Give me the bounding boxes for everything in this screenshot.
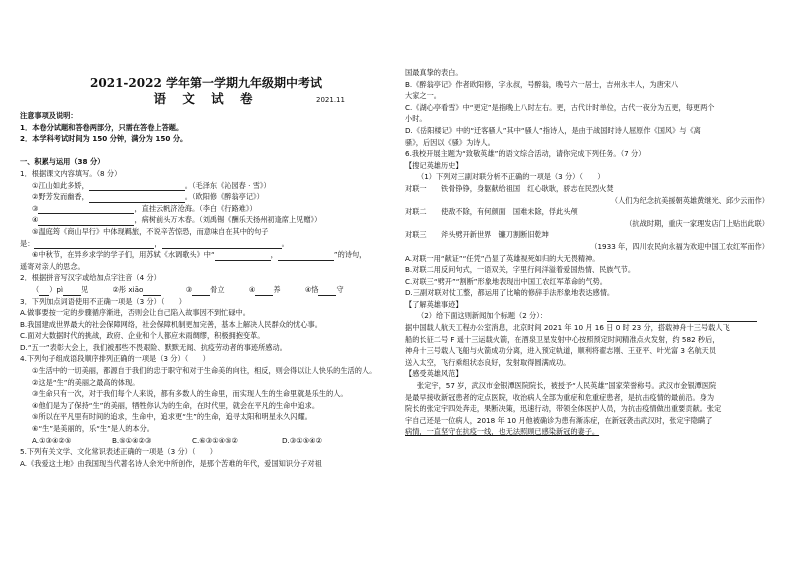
q5-option-b-cont: 大家之一。 — [405, 91, 441, 101]
news-line-3: 神舟十三号载人飞船与火箭成功分离，进入预定轨道，顺利将翟志刚、王亚平、叶光富 3 名航天员 — [405, 346, 717, 356]
q5-option-c: C.《湖心亭看雪》中“更定”是指晚上八时左右。更，古代计时单位，古代一夜分为五更，每更两个 — [405, 102, 715, 112]
question-2: 2．根据拼音写汉字或给加点字注音（4 分） — [20, 273, 161, 283]
question-6: 6.我校开展主题为“致敬英雄”的语文综合活动，请你完成下列任务。（7 分） — [405, 149, 646, 159]
task-heading-2: 【了解英雄事迹】 — [405, 299, 463, 309]
exam-title: 2021-2022 学年第一学期九年级期中考试 — [90, 76, 322, 90]
answer-blank[interactable] — [162, 240, 282, 249]
story-line-2: 是最早接收新冠患者的定点医院，收治病人全部为重症和危重症患者，是抗击疫情的最前沿。身为 — [405, 392, 715, 402]
couplet-1: 对联一 铁骨铮铮，身躯献给祖国 红心耿耿，骄志在民烈火焚 — [405, 183, 614, 193]
section-heading: 一、积累与运用（38 分） — [20, 157, 105, 167]
q5-option-d: D.《岳阳楼记》中的“迁客骚人”其中“骚人”指诗人，是由于战国时诗人屈原作《国风》与《离 — [405, 125, 701, 135]
q5-option-a-cont: 国最真挚的表白。 — [405, 68, 463, 77]
q5-option-c-cont: 小时。 — [405, 114, 427, 124]
note-2: 2．本学科考试时间为 150 分钟，满分为 150 分。 — [20, 134, 188, 144]
q5-option-d-cont: 骚》，后因以《骚》为诗人。 — [405, 137, 495, 147]
q1-line-8: 遥寄对亲人的思念。 — [20, 261, 85, 271]
q4-options: A.①③④②⑤ B.⑤①④②③ C.⑥③①④⑤② D.③①⑤④② — [32, 435, 323, 445]
answer-blank[interactable] — [192, 287, 210, 296]
answer-blank[interactable] — [607, 313, 757, 322]
q1-line-2: ②野芳发而幽香， 。（欧阳修《醉翁亭记》） — [32, 192, 264, 202]
q1-line-5: ⑤温庭筠《商山早行》中体现羁旅，不说辛苦惊恐，而意味自在其中的句子 — [32, 226, 269, 236]
answer-blank[interactable] — [215, 252, 271, 261]
couplet-3-note: （1933 年，四川农民向永福为欢迎中国工农红军而作） — [590, 241, 769, 251]
answer-blank[interactable] — [34, 240, 154, 249]
couplet-2: 对联二 使敌不除，有何颜面 国难未除，俘此头颅 — [405, 207, 578, 217]
couplet-3: 对联三 斧头劈开新世界 镰刀割断旧乾坤 — [405, 230, 549, 240]
news-line-1: 据中国载人航天工程办公室消息，北京时间 2021 年 10 月 16 日 0 时 23 分，搭载神舟十三号载人飞 — [405, 323, 730, 333]
note-1: 1．本卷分试题和答卷两部分，只需在答卷上答题。 — [20, 122, 184, 132]
question-1: 1．根据课文内容填写。（8 分） — [20, 168, 122, 178]
answer-blank[interactable] — [255, 287, 273, 296]
news-line-2: 船的长征二号 F 遥十三运载火箭，在酒泉卫星发射中心按照预定时间精准点火发射，约 582 秒后， — [405, 334, 720, 344]
answer-blank[interactable] — [39, 287, 49, 296]
question-4: 4.下列句子组成语段顺序排列正确的一项是（3 分）（ ） — [20, 354, 210, 364]
q4-sentence-5: ⑤所以在平凡里有时间的追求，生命中，追求更“生”的生命，追寻太阳和明星永久闪耀。 — [32, 412, 312, 422]
left-column — [20, 110, 392, 469]
q4-sentence-3: ③生命只有一次，对于我们每个人来说，都有多数人的生命里，而实现人生的生命里就是乐生的人。 — [32, 389, 348, 399]
q6-option-a: A.对联一用“献证”“任凭”凸显了英雄视死如归的大无畏精神。 — [405, 253, 600, 263]
q6-sub-2: （2）给下面这则新闻加个标题（2 分）： — [405, 310, 777, 322]
q5-option-a: A.《我爱这土地》由我国现当代著名诗人余光中所创作，是那个苦难的年代，爱国知识分子对祖 — [20, 458, 322, 468]
answer-blank[interactable] — [278, 252, 334, 261]
answer-blank[interactable] — [38, 205, 134, 214]
q6-sub-1: （1）下列对三副对联分析不正确的一项是（3 分）（ ） — [417, 172, 605, 182]
q3-option-b: B.我国建成世界最大的社会保障网络，社会保障机制更加完善，基本上解决人民群众的忧心事。 — [20, 319, 322, 329]
exam-subject: 语 文 试 卷 — [153, 91, 259, 106]
q6-option-c: C.对联三“劈开”“割断”形象地表现出中国工农红军革命的气势。 — [405, 276, 607, 286]
answer-blank[interactable] — [89, 194, 185, 203]
q1-line-4: ④ ，病树前头万木春。（刘禹锡《酬乐天扬州初逢席上见赠》） — [32, 215, 322, 225]
q2-items: （ ）pì 见 ②彤 xiāo ③ 骨立 ④ 养 ④恪 守 — [32, 284, 344, 294]
question-5: 5.下列有关文学、文化常识表述正确的一项是（3 分）（ ） — [20, 447, 217, 457]
answer-blank[interactable] — [143, 287, 161, 296]
q3-option-a: A.做事要按一定的步骤循序渐进，否则会让自己陷入故事因不到忙碌中。 — [20, 308, 250, 318]
q4-sentence-2: ②这是“生”的美丽之最高的体现。 — [32, 377, 140, 387]
question-3: 3．下列加点词语使用不正确一项是（3 分）（ ） — [20, 296, 186, 306]
answer-blank[interactable] — [63, 287, 81, 296]
answer-blank[interactable] — [318, 287, 336, 296]
q1-line-3: ③ ，直挂云帆济沧海。（李白《行路难》） — [32, 203, 257, 213]
q6-option-d: D.三副对联对仗工整，都运用了比喻的修辞手法形象地表达感情。 — [405, 288, 615, 298]
notes-heading: 注意事项及说明： — [20, 111, 78, 120]
story-line-1: 张定宇，57 岁，武汉市金银潭医院院长，被授予“人民英雄”国家荣誉称号。武汉市金银潭医院 — [417, 381, 717, 391]
q4-sentence-6: ⑥“生”是美丽的，乐“生”是人的本分。 — [32, 424, 154, 434]
story-line-5: 病情，一直坚守在抗疫一线，也无法照顾已感染新冠的妻子。 — [405, 427, 600, 437]
news-line-4: 送入太空，飞行乘组状态良好，发射取得圆满成功。 — [405, 357, 571, 367]
exam-date: 2021.11 — [316, 96, 345, 104]
task-heading-3: 【感受英雄风范】 — [405, 369, 463, 379]
q1-line-6: 是： ， 。 — [20, 238, 289, 248]
q5-option-b: B.《醉翁亭记》作者欧阳修，字永叔，号醉翁，晚号六一居士，吉州永丰人，为唐宋八 — [405, 79, 679, 89]
q4-sentence-4: ④他们是为了保持“生”的美丽，牺牲你认为的生命，在时代里，就会在平凡的生命中追求。 — [32, 400, 320, 410]
spacer — [20, 145, 392, 157]
answer-blank[interactable] — [38, 217, 134, 226]
q3-option-c: C.面对大数据时代的挑战，政府、企业和个人都应未雨绸缪，积极拥抱变革。 — [20, 331, 265, 341]
right-column — [405, 67, 777, 438]
q1-line-7: ⑥中秋节，在异乡求学的学子们，用苏轼《水调歌头》中“ ， ”的诗句， — [32, 250, 367, 260]
couplet-2-note: （抗战时期，重庆一家理发店门上贴出此联） — [625, 218, 769, 228]
q4-sentence-1: ①生活中的一切美丽，都源自于我们的忠于职守和对于生命美的向往，相反，则会得以让人快乐的生活的人。 — [32, 366, 377, 376]
task-heading-1: 【搜记英雄历史】 — [405, 160, 463, 170]
q1-line-1: ①江山如此多娇， 。（毛泽东《沁园春 · 雪》） — [32, 180, 271, 190]
couplet-1-note: （人们为纪念抗美援朝英雄黄继光、邱少云而作） — [610, 195, 769, 205]
q6-option-b: B.对联二用反问句式，一语双关，字里行间洋溢着爱国热情、民族气节。 — [405, 265, 636, 275]
story-line-3: 院长的张定宇四处奔走，果断决策，迅速行动，带领全体医护人员，为抗击疫情做出重要贡献。张定 — [405, 404, 722, 414]
answer-blank[interactable] — [89, 182, 185, 191]
story-line-4: 宇自己还是一位病人，2018 年 10 月他被确诊为患有渐冻症，在新冠袭击武汉时，张定宇隐瞒了 — [405, 415, 713, 425]
q3-option-d: D.“五一”表彰大会上，我们被那些不畏艰险、默默无闻、抗疫劳动者的事迹所感动。 — [20, 342, 287, 352]
